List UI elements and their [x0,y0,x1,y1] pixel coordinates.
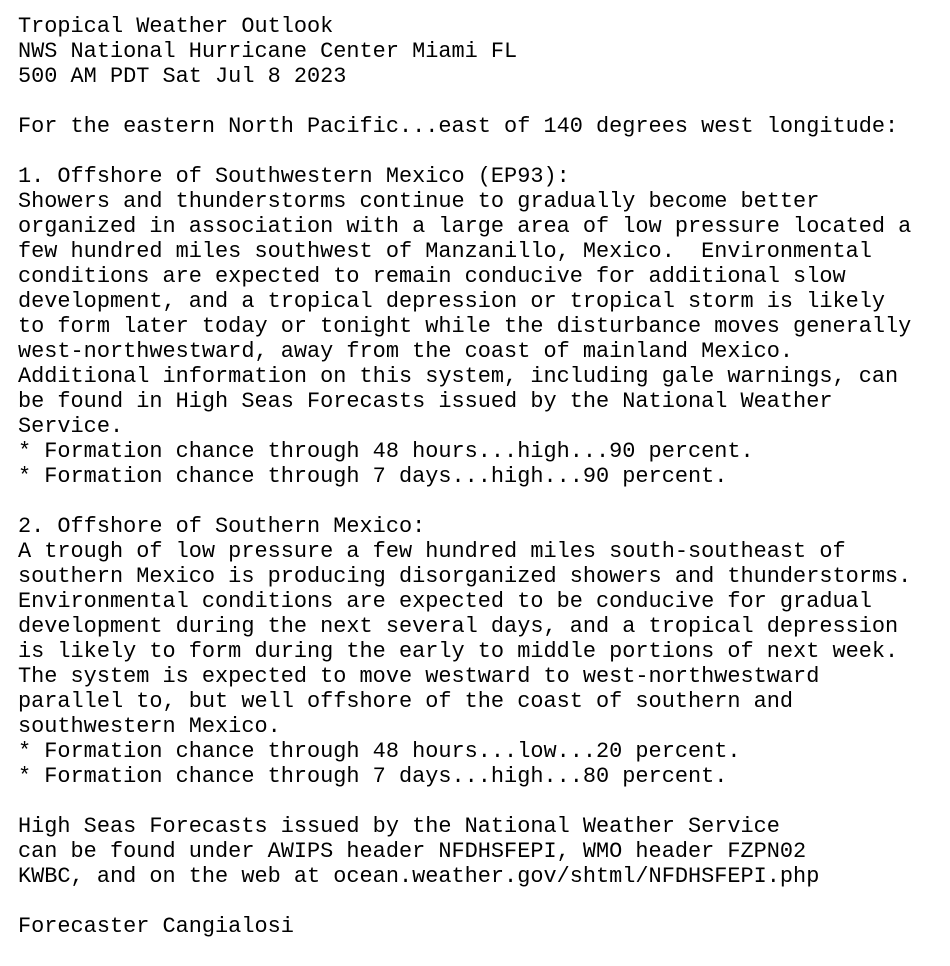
system-2-discussion-line: The system is expected to move westward to west-northwestward [18,664,820,689]
system-1-discussion-line: Service. [18,414,124,439]
system-1-discussion-line: few hundred miles southwest of Manzanillo, Mexico. Environmental [18,239,872,264]
forecaster-signature: Forecaster Cangialosi [18,914,294,939]
system-2-discussion-line: is likely to form during the early to middle portions of next week. [18,639,899,664]
system-2-discussion-line: Environmental conditions are expected to be conducive for gradual [18,589,872,614]
system-2-discussion-line: southern Mexico is producing disorganized showers and thunderstorms. [18,564,912,589]
blank-line [18,789,911,814]
system-2-discussion-line: A trough of low pressure a few hundred miles south-southeast of [18,539,846,564]
high-seas-line: High Seas Forecasts issued by the National Weather Service [18,814,780,839]
system-1-discussion-line: be found in High Seas Forecasts issued by the National Weather [18,389,833,414]
blank-line [18,489,911,514]
system-1-discussion-line: Showers and thunderstorms continue to gradually become better [18,189,820,214]
system-2-discussion-line: parallel to, but well offshore of the coast of southern and [18,689,794,714]
system-1-discussion-line: development, and a tropical depression or tropical storm is likely [18,289,886,314]
high-seas-line: KWBC, and on the web at ocean.weather.gov/shtml/NFDHSFEPI.php [18,864,820,889]
system-2-heading: 2. Offshore of Southern Mexico: [18,514,426,539]
system-2-chance-7d: * Formation chance through 7 days...high...80 percent. [18,764,728,789]
system-1-discussion-line: conditions are expected to remain conducive for additional slow [18,264,846,289]
system-1-heading: 1. Offshore of Southwestern Mexico (EP93): [18,164,570,189]
region-statement: For the eastern North Pacific...east of 140 degrees west longitude: [18,114,899,139]
system-2-discussion-line: development during the next several days, and a tropical depression [18,614,899,639]
system-2-chance-48h: * Formation chance through 48 hours...low...20 percent. [18,739,741,764]
blank-line [18,89,911,114]
system-1-discussion-line: west-northwestward, away from the coast of mainland Mexico. [18,339,794,364]
blank-line [18,889,911,914]
product-title: Tropical Weather Outlook [18,14,334,39]
system-1-chance-48h: * Formation chance through 48 hours...high...90 percent. [18,439,754,464]
blank-line [18,139,911,164]
system-1-discussion-line: Additional information on this system, including gale warnings, can [18,364,899,389]
system-1-chance-7d: * Formation chance through 7 days...high...90 percent. [18,464,728,489]
high-seas-line: can be found under AWIPS header NFDHSFEPI, WMO header FZPN02 [18,839,807,864]
system-1-discussion-line: to form later today or tonight while the disturbance moves generally [18,314,912,339]
system-2-discussion-line: southwestern Mexico. [18,714,281,739]
outlook-text [18,14,911,939]
system-1-discussion-line: organized in association with a large area of low pressure located a [18,214,912,239]
issuing-office: NWS National Hurricane Center Miami FL [18,39,518,64]
issue-time: 500 AM PDT Sat Jul 8 2023 [18,64,347,89]
